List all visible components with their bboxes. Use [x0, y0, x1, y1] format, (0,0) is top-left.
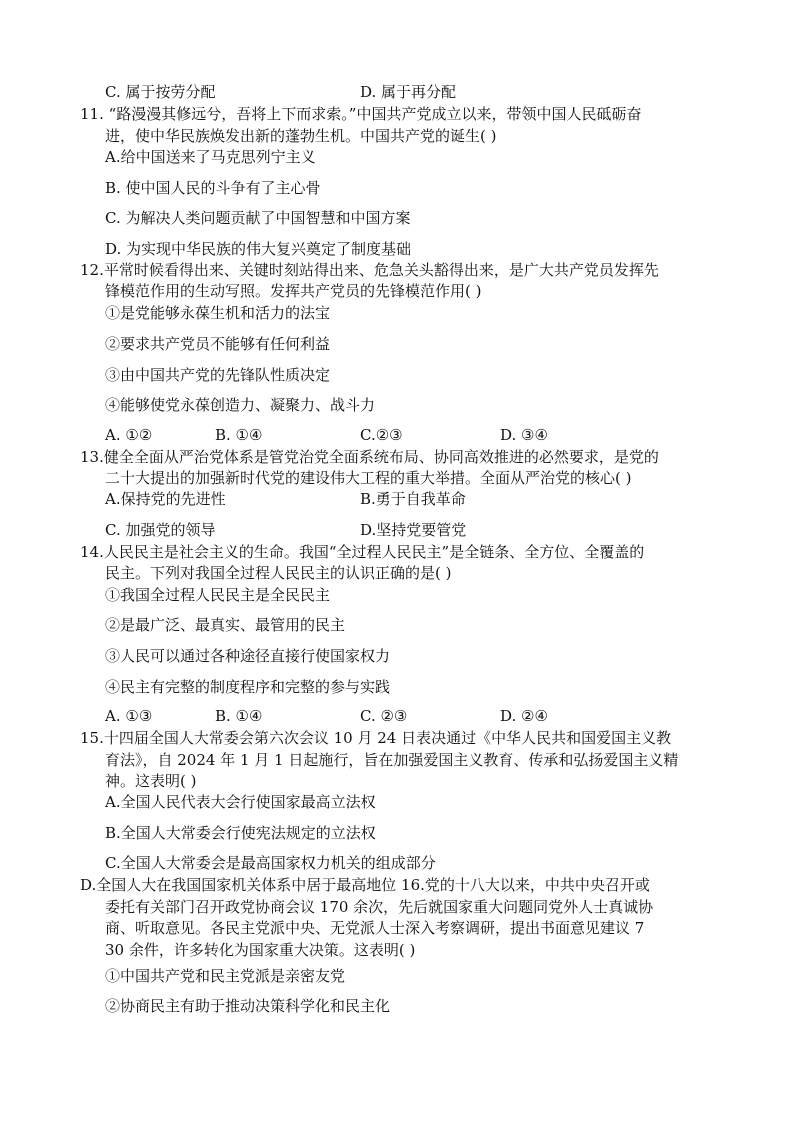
q11-option-c: C. 为解决人类问题贡献了中国智慧和中国方案 — [105, 209, 411, 227]
q11-stem-line-2: 进，使中华民族焕发出新的蓬勃生机。中国共产党的诞生( ) — [105, 127, 497, 145]
q12-statement-1: ①是党能够永葆生机和活力的法宝 — [105, 304, 331, 322]
q10-option-d: D. 属于再分配 — [360, 83, 457, 101]
q11-option-d: D. 为实现中华民族的伟大复兴奠定了制度基础 — [105, 240, 412, 258]
q16-stem-line-4: 30 余件，许多转化为国家重大决策。这表明( ) — [105, 941, 416, 959]
q11-option-b: B. 使中国人民的斗争有了主心骨 — [105, 179, 321, 197]
q15-stem-line-2: 育法》，自 2024 年 1 月 1 日起施行，旨在加强爱国主义教育、传承和弘扬爱国主义精 — [105, 751, 679, 769]
q12-option-b: B. ①④ — [215, 426, 263, 444]
q15-option-c: C.全国人大常委会是最高国家权力机关的组成部分 — [105, 854, 436, 872]
q11-stem-line-1: 11. “路漫漫其修远兮，吾将上下而求索。”中国共产党成立以来，带领中国人民砥砺奋 — [80, 105, 642, 123]
q10-option-c: C. 属于按劳分配 — [105, 83, 216, 101]
q14-stem-line-1: 14.人民民主是社会主义的生命。我国“全过程人民民主”是全链条、全方位、全覆盖的 — [80, 543, 645, 561]
q14-option-c: C. ②③ — [360, 707, 408, 725]
q16-statement-2: ②协商民主有助于推动决策科学化和民主化 — [105, 997, 391, 1015]
q14-option-a: A. ①③ — [105, 707, 153, 725]
q12-statement-4: ④能够使党永葆创造力、凝聚力、战斗力 — [105, 396, 376, 414]
q12-option-a: A. ①② — [105, 426, 153, 444]
q14-statement-2: ②是最广泛、最真实、最管用的民主 — [105, 616, 346, 634]
q16-statement-1: ①中国共产党和民主党派是亲密友党 — [105, 967, 346, 985]
q16-stem-line-3: 商、听取意见。各民主党派中央、无党派人士深入考察调研，提出书面意见建议 7 — [105, 919, 645, 937]
q13-stem-line-1: 13.健全全面从严治党体系是管党治党全面系统布局、协同高效推进的必然要求，是党的 — [80, 448, 659, 466]
q14-option-d: D. ②④ — [500, 707, 548, 725]
q14-statement-3: ③人民可以通过各种途径直接行使国家权力 — [105, 647, 391, 665]
q15-stem-line-1: 15.十四届全国人大常委会第六次会议 10 月 24 日表决通过《中华人民共和国爱国主义教 — [80, 729, 672, 747]
q12-statement-3: ③由中国共产党的先锋队性质决定 — [105, 366, 331, 384]
q13-option-d: D.坚持党要管党 — [360, 521, 467, 539]
q12-stem-line-1: 12.平常时候看得出来、关键时刻站得出来、危急关头豁得出来，是广大共产党员发挥先 — [80, 261, 659, 279]
q13-stem-line-2: 二十大提出的加强新时代党的建设伟大工程的重大举措。全面从严治党的核心( ) — [105, 469, 632, 487]
q14-statement-1: ①我国全过程人民民主是全民民主 — [105, 586, 331, 604]
q14-statement-4: ④民主有完整的制度程序和完整的参与实践 — [105, 678, 391, 696]
q14-option-b: B. ①④ — [215, 707, 263, 725]
q11-option-a: A.给中国送来了马克思列宁主义 — [105, 148, 316, 166]
q15-stem-line-3: 神。这表明( ) — [105, 772, 197, 790]
q13-option-b: B.勇于自我革命 — [360, 490, 466, 508]
q15-option-d-and-q16-start: D.全国人大在我国国家机关体系中居于最高地位 16.党的十八大以来，中共中央召开或 — [80, 876, 650, 894]
q15-option-b: B.全国人大常委会行使宪法规定的立法权 — [105, 824, 376, 842]
q12-option-c: C.②③ — [360, 426, 403, 444]
q12-option-d: D. ③④ — [500, 426, 548, 444]
q12-stem-line-2: 锋模范作用的生动写照。发挥共产党员的先锋模范作用( ) — [105, 282, 482, 300]
q16-stem-line-2: 委托有关部门召开政党协商会议 170 余次，先后就国家重大问题同党外人士真诚协 — [105, 898, 654, 916]
q14-stem-line-2: 民主。下列对我国全过程人民民主的认识正确的是( ) — [105, 564, 452, 582]
q13-option-a: A.保持党的先进性 — [105, 490, 226, 508]
q15-option-a: A.全国人民代表大会行使国家最高立法权 — [105, 793, 376, 811]
q12-statement-2: ②要求共产党员不能够有任何利益 — [105, 335, 331, 353]
q13-option-c: C. 加强党的领导 — [105, 521, 216, 539]
